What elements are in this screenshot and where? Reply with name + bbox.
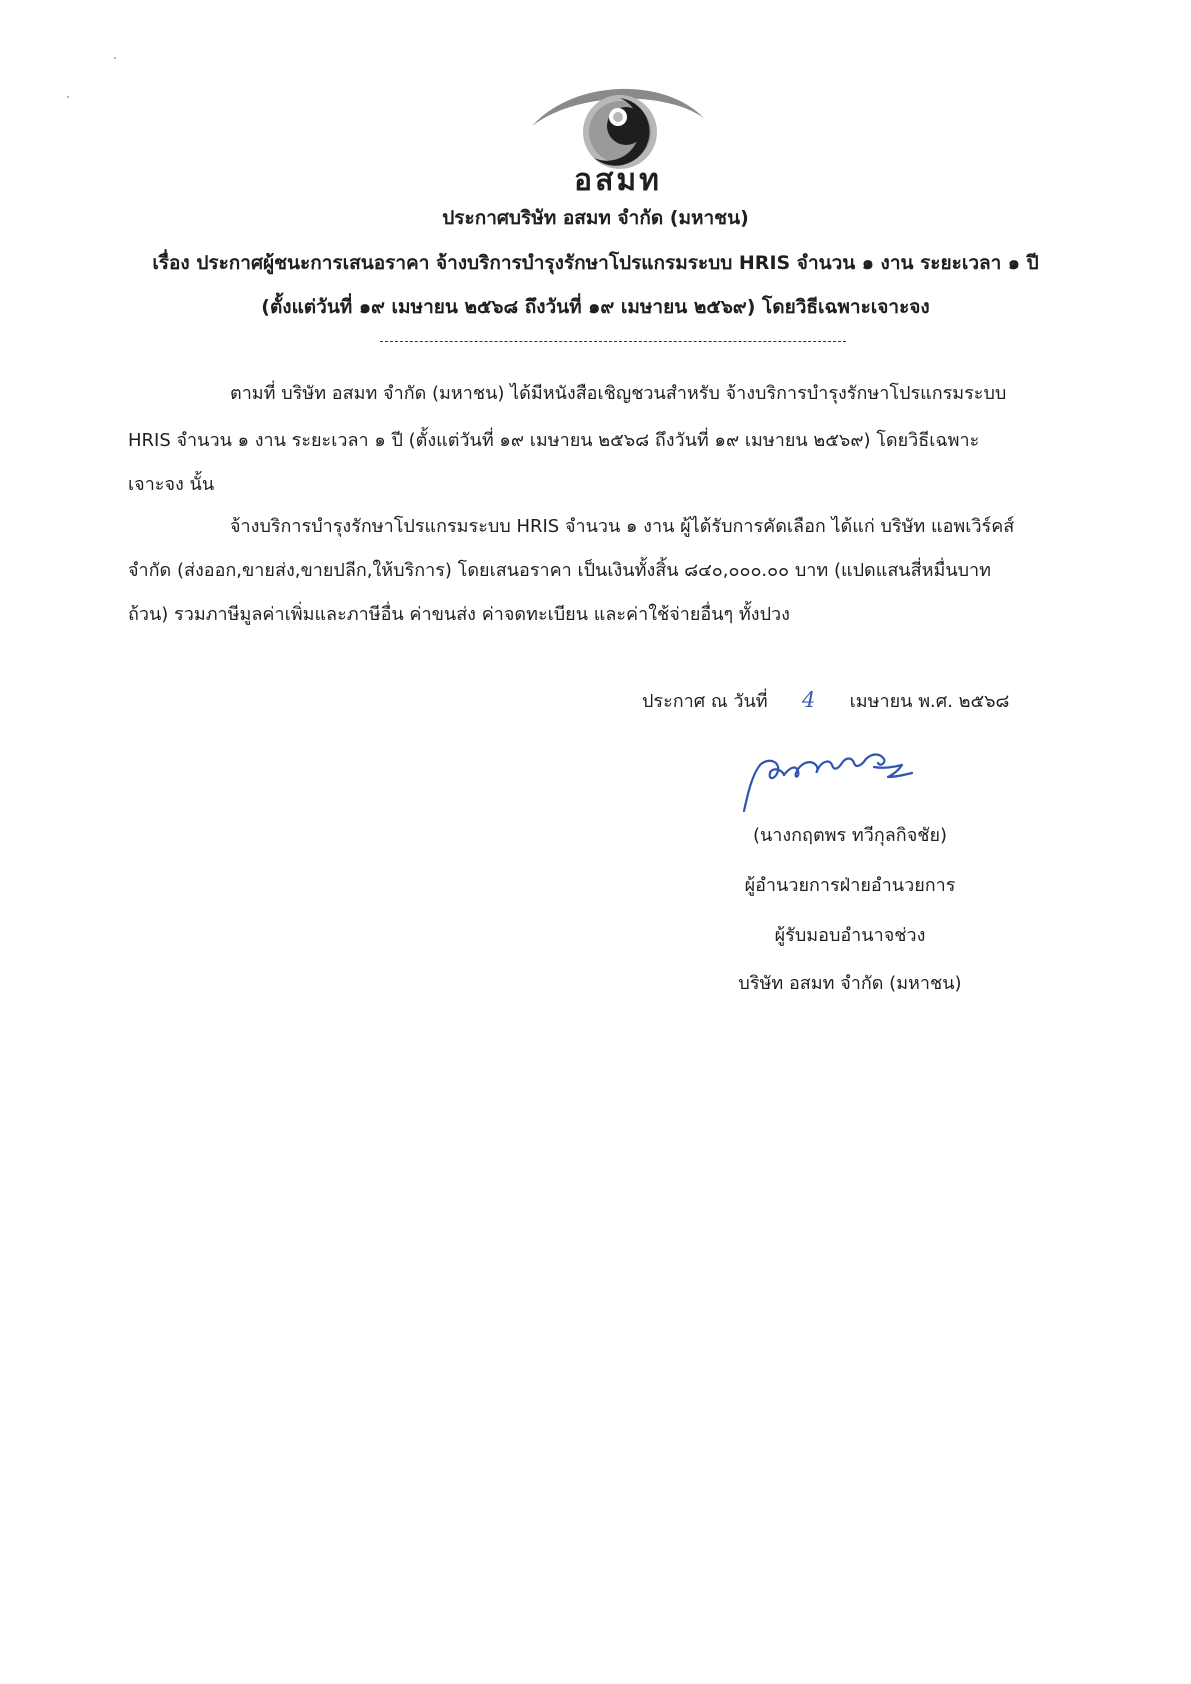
date-label: ประกาศ ณ วันที่ — [642, 691, 768, 712]
signatory-company: บริษัท อสมท จำกัด (มหาชน) — [738, 973, 962, 994]
handwritten-day: 4 — [801, 688, 816, 712]
paragraph-1-line-2: HRIS จำนวน ๑ งาน ระยะเวลา ๑ ปี (ตั้งแต่วันที่ ๑๙ เมษายน ๒๕๖๘ ถึงวันที่ ๑๙ เมษายน ๒๕๖๙) โดยวิธีเฉพาะ — [128, 430, 980, 451]
signatory-position: ผู้อำนวยการฝ่ายอำนวยการ — [744, 875, 956, 896]
mcot-logo — [528, 82, 708, 196]
announcement-subject-period: (ตั้งแต่วันที่ ๑๙ เมษายน ๒๕๖๘ ถึงวันที่ ๑๙ เมษายน ๒๕๖๙) โดยวิธีเฉพาะเจาะจง — [261, 296, 930, 318]
announcement-title: ประกาศบริษัท อสมท จำกัด (มหาชน) — [442, 207, 749, 229]
paragraph-2-line-1: จ้างบริการบำรุงรักษาโปรแกรมระบบ HRIS จำนวน ๑ งาน ผู้ได้รับการคัดเลือก ได้แก่ บริษัท แอพเวิร์คส์ — [230, 516, 1015, 537]
date-month-year: เมษายน พ.ศ. ๒๕๖๘ — [849, 691, 1010, 712]
paragraph-1-line-3: เจาะจง นั้น — [128, 474, 215, 495]
announcement-date — [642, 686, 1009, 715]
paragraph-2-line-2: จำกัด (ส่งออก,ขายส่ง,ขายปลีก,ให้บริการ) โดยเสนอราคา เป็นเงินทั้งสิ้น ๘๔๐,๐๐๐.๐๐ บาท (แปดแสนสี่หมื่นบาท — [128, 560, 992, 581]
signature-icon — [738, 745, 938, 815]
scan-speck — [67, 96, 69, 98]
signatory-name: (นางกฤตพร ทวีกุลกิจชัย) — [752, 825, 948, 846]
announcement-subject: เรื่อง ประกาศผู้ชนะการเสนอราคา จ้างบริการบำรุงรักษาโปรแกรมระบบ HRIS จำนวน ๑ งาน ระยะเวลา ๑ ปี — [152, 252, 1039, 274]
paragraph-1-line-1: ตามที่ บริษัท อสมท จำกัด (มหาชน) ได้มีหนังสือเชิญชวนสำหรับ จ้างบริการบำรุงรักษาโปรแกรมระบบ — [230, 383, 1007, 404]
scan-speck — [114, 57, 116, 59]
mcot-eye-emblem-icon — [528, 82, 708, 196]
signatory-authority: ผู้รับมอบอำนาจช่วง — [774, 925, 926, 946]
handwritten-signature — [738, 745, 938, 815]
dashed-divider — [380, 341, 846, 342]
paragraph-2-line-3: ถ้วน) รวมภาษีมูลค่าเพิ่มและภาษีอื่น ค่าขนส่ง ค่าจดทะเบียน และค่าใช้จ่ายอื่นๆ ทั้งปวง — [128, 604, 790, 625]
svg-text:อสมท: อสมท — [574, 163, 662, 196]
